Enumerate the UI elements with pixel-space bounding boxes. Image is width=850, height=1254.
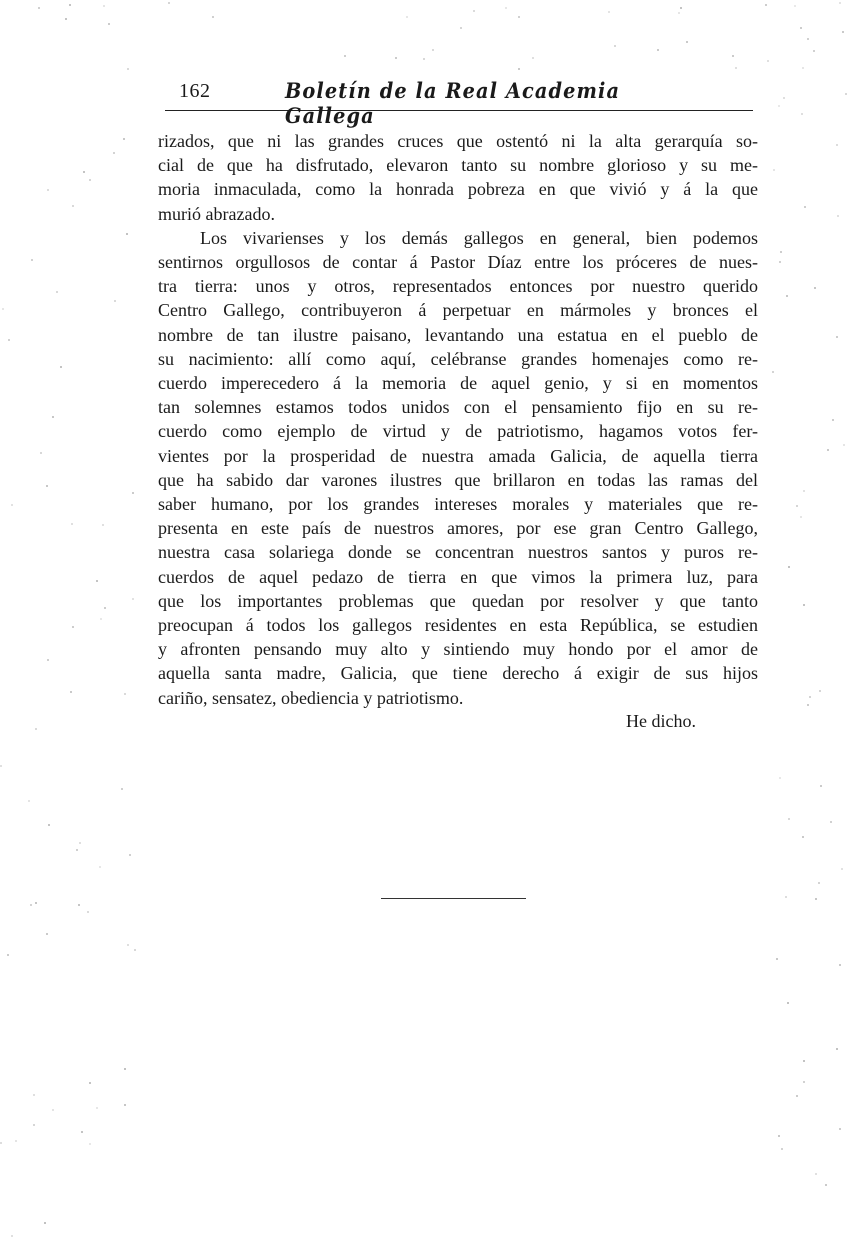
paper-speckle bbox=[134, 949, 136, 951]
paper-speckle bbox=[815, 898, 817, 900]
page-number: 162 bbox=[179, 80, 211, 102]
paper-speckle bbox=[781, 1148, 783, 1150]
paper-speckle bbox=[113, 152, 115, 154]
paper-speckle bbox=[807, 38, 809, 40]
paper-speckle bbox=[46, 485, 48, 487]
paper-speckle bbox=[423, 58, 425, 60]
paper-speckle bbox=[121, 788, 123, 790]
paper-speckle bbox=[780, 251, 782, 253]
paper-speckle bbox=[803, 1060, 805, 1062]
paper-speckle bbox=[11, 504, 13, 506]
text-line: tra tierra: unos y otros, representados entonces por nuestro querido bbox=[158, 276, 758, 297]
paper-speckle bbox=[809, 696, 811, 698]
text-line: nuestra casa solariega donde se concentran nuestros santos y puros re- bbox=[158, 542, 758, 563]
paper-speckle bbox=[803, 604, 805, 606]
paper-speckle bbox=[825, 1184, 827, 1186]
paper-speckle bbox=[35, 902, 37, 904]
paper-speckle bbox=[735, 67, 737, 69]
paper-speckle bbox=[813, 50, 815, 52]
paper-speckle bbox=[814, 287, 816, 289]
paper-speckle bbox=[800, 27, 802, 29]
paper-speckle bbox=[81, 1131, 83, 1133]
paper-speckle bbox=[47, 189, 49, 191]
text-line: vientes por la prosperidad de nuestra amada Galicia, de aquella tierra bbox=[158, 445, 758, 466]
paper-speckle bbox=[473, 10, 475, 12]
paper-speckle bbox=[788, 566, 790, 568]
text-line: que los importantes problemas que quedan por resolver y que tanto bbox=[158, 590, 758, 611]
text-line: que ha sabido dar varones ilustres que brillaron en todas las ramas del bbox=[158, 469, 758, 490]
paper-speckle bbox=[778, 105, 780, 107]
paper-speckle bbox=[788, 818, 790, 820]
paper-speckle bbox=[129, 854, 131, 856]
paper-speckle bbox=[841, 868, 843, 870]
paper-speckle bbox=[818, 882, 820, 884]
text-line: aquella santa madre, Galicia, que tiene derecho á exigir de sus hijos bbox=[158, 663, 758, 684]
paper-speckle bbox=[60, 366, 62, 368]
paper-speckle bbox=[126, 233, 128, 235]
paper-speckle bbox=[802, 836, 804, 838]
paper-speckle bbox=[40, 452, 42, 454]
paper-speckle bbox=[124, 1068, 126, 1070]
paper-speckle bbox=[132, 598, 134, 600]
paper-speckle bbox=[614, 45, 616, 47]
text-line: Los vivarienses y los demás gallegos en general, bien podemos bbox=[200, 227, 758, 248]
paper-speckle bbox=[842, 31, 844, 33]
paper-speckle bbox=[803, 490, 805, 492]
paper-speckle bbox=[127, 944, 129, 946]
paper-speckle bbox=[0, 765, 2, 767]
text-line: nombre de tan ilustre paisano, levantando una estatua en el pueblo de bbox=[158, 324, 758, 345]
paper-speckle bbox=[33, 1124, 35, 1126]
paper-speckle bbox=[518, 68, 520, 70]
paper-speckle bbox=[124, 1104, 126, 1106]
paper-speckle bbox=[765, 4, 767, 6]
paper-speckle bbox=[800, 516, 802, 518]
paper-speckle bbox=[0, 1142, 2, 1144]
paper-speckle bbox=[38, 7, 40, 9]
paper-speckle bbox=[79, 842, 81, 844]
paper-speckle bbox=[11, 1235, 13, 1237]
paper-speckle bbox=[102, 524, 104, 526]
paper-speckle bbox=[794, 5, 796, 7]
paper-speckle bbox=[56, 291, 58, 293]
paper-speckle bbox=[72, 205, 74, 207]
text-line: preocupan á todos los gallegos residentes en esta República, se estudien bbox=[158, 615, 758, 636]
paper-speckle bbox=[99, 866, 101, 868]
paper-speckle bbox=[839, 2, 841, 4]
text-line: rizados, que ni las grandes cruces que ostentó ni la alta gerarquía so- bbox=[158, 131, 758, 151]
paper-speckle bbox=[608, 11, 610, 13]
paper-speckle bbox=[786, 295, 788, 297]
text-line: murió abrazado. bbox=[158, 203, 275, 224]
text-line: moria inmaculada, como la honrada pobreza en que vivió y á la que bbox=[158, 179, 758, 200]
text-line: saber humano, por los grandes intereses morales y materiales que re- bbox=[158, 494, 758, 515]
paper-speckle bbox=[15, 1140, 17, 1142]
paper-speckle bbox=[678, 12, 680, 14]
paper-speckle bbox=[779, 777, 781, 779]
paper-speckle bbox=[100, 618, 102, 620]
paper-speckle bbox=[778, 1135, 780, 1137]
paper-speckle bbox=[212, 16, 214, 18]
text-line: tan solemnes estamos todos unidos con el pensamiento fijo en su re- bbox=[158, 397, 758, 418]
running-header bbox=[165, 76, 753, 128]
paper-speckle bbox=[802, 67, 804, 69]
paper-speckle bbox=[48, 824, 50, 826]
text-line: presenta en este país de nuestros amores, por ese gran Centro Gallego, bbox=[158, 518, 758, 539]
paper-speckle bbox=[785, 896, 787, 898]
paper-speckle bbox=[71, 523, 73, 525]
paper-speckle bbox=[89, 179, 91, 181]
paper-speckle bbox=[772, 371, 774, 373]
signature: He dicho. bbox=[626, 711, 696, 731]
paper-speckle bbox=[406, 16, 408, 18]
paper-speckle bbox=[69, 4, 71, 6]
paper-speckle bbox=[820, 785, 822, 787]
paper-speckle bbox=[83, 171, 85, 173]
text-line: su nacimiento: allí como aquí, celébranse grandes homenajes como re- bbox=[158, 348, 758, 369]
paper-speckle bbox=[779, 261, 781, 263]
paper-speckle bbox=[72, 626, 74, 628]
text-line: y afronten pensando muy alto y sintiendo muy hondo por el amor de bbox=[158, 639, 758, 660]
paper-speckle bbox=[28, 800, 30, 802]
paper-speckle bbox=[127, 68, 129, 70]
paper-speckle bbox=[839, 1128, 841, 1130]
text-line: cial de que ha disfrutado, elevaron tanto su nombre glorioso y su me- bbox=[158, 155, 758, 176]
paper-speckle bbox=[132, 492, 134, 494]
paper-speckle bbox=[395, 57, 397, 59]
paper-speckle bbox=[783, 97, 785, 99]
paper-speckle bbox=[732, 55, 734, 57]
paper-speckle bbox=[680, 7, 682, 9]
paper-speckle bbox=[776, 958, 778, 960]
text-line: cuerdos de aquel pedazo de tierra en que vimos la primera luz, para bbox=[158, 566, 758, 587]
paper-speckle bbox=[124, 693, 126, 695]
paper-speckle bbox=[837, 215, 839, 217]
paper-speckle bbox=[518, 16, 520, 18]
paper-speckle bbox=[114, 300, 116, 302]
paper-speckle bbox=[52, 416, 54, 418]
paper-speckle bbox=[35, 728, 37, 730]
paper-speckle bbox=[773, 169, 775, 171]
end-rule-divider bbox=[381, 898, 526, 899]
paper-speckle bbox=[767, 60, 769, 62]
paper-speckle bbox=[47, 659, 49, 661]
paper-speckle bbox=[70, 691, 72, 693]
paper-speckle bbox=[96, 1107, 98, 1109]
paper-speckle bbox=[532, 57, 534, 59]
paper-speckle bbox=[832, 419, 834, 421]
paper-speckle bbox=[796, 505, 798, 507]
paper-speckle bbox=[78, 904, 80, 906]
paper-speckle bbox=[505, 7, 507, 9]
text-line: cuerdo imperecedero á la memoria de aquel genio, y si en momentos bbox=[158, 373, 758, 394]
paper-speckle bbox=[96, 580, 98, 582]
paper-speckle bbox=[65, 18, 67, 20]
paper-speckle bbox=[103, 5, 105, 7]
paper-speckle bbox=[8, 339, 10, 341]
paper-speckle bbox=[52, 1109, 54, 1111]
paper-speckle bbox=[7, 954, 9, 956]
paper-speckle bbox=[44, 1222, 46, 1224]
paper-speckle bbox=[836, 336, 838, 338]
paper-speckle bbox=[108, 23, 110, 25]
journal-title: Boletín de la Real Academia Gallega bbox=[285, 78, 621, 128]
paper-speckle bbox=[89, 1082, 91, 1084]
paper-speckle bbox=[344, 55, 346, 57]
paper-speckle bbox=[839, 964, 841, 966]
paper-speckle bbox=[819, 690, 821, 692]
paper-speckle bbox=[836, 144, 838, 146]
paper-speckle bbox=[803, 1081, 805, 1083]
body-text bbox=[158, 129, 758, 710]
paper-speckle bbox=[836, 1048, 838, 1050]
paper-speckle bbox=[460, 27, 462, 29]
paper-speckle bbox=[432, 49, 434, 51]
paper-speckle bbox=[104, 607, 106, 609]
paper-speckle bbox=[815, 1173, 817, 1175]
paper-speckle bbox=[830, 821, 832, 823]
paper-speckle bbox=[46, 933, 48, 935]
paper-speckle bbox=[827, 449, 829, 451]
paper-speckle bbox=[787, 1002, 789, 1004]
paper-speckle bbox=[804, 206, 806, 208]
paper-speckle bbox=[801, 113, 803, 115]
paper-speckle bbox=[807, 704, 809, 706]
paper-speckle bbox=[123, 138, 125, 140]
paper-speckle bbox=[168, 2, 170, 4]
paper-speckle bbox=[31, 259, 33, 261]
text-line: Centro Gallego, contribuyeron á perpetuar en mármoles y bronces el bbox=[158, 300, 758, 321]
paper-speckle bbox=[87, 911, 89, 913]
paper-speckle bbox=[89, 1143, 91, 1145]
paper-speckle bbox=[796, 1095, 798, 1097]
paper-speckle bbox=[33, 1094, 35, 1096]
text-line: cariño, sensatez, obediencia y patriotismo. bbox=[158, 687, 464, 708]
paper-speckle bbox=[686, 41, 688, 43]
paper-speckle bbox=[30, 904, 32, 906]
paper-speckle bbox=[843, 444, 845, 446]
paper-speckle bbox=[76, 849, 78, 851]
paper-speckle bbox=[657, 49, 659, 51]
text-line: sentirnos orgullosos de contar á Pastor Díaz entre los próceres de nues- bbox=[158, 252, 758, 273]
paper-speckle bbox=[845, 93, 847, 95]
text-line: cuerdo como ejemplo de virtud y de patriotismo, hagamos votos fer- bbox=[158, 421, 758, 442]
paper-speckle bbox=[2, 308, 4, 310]
